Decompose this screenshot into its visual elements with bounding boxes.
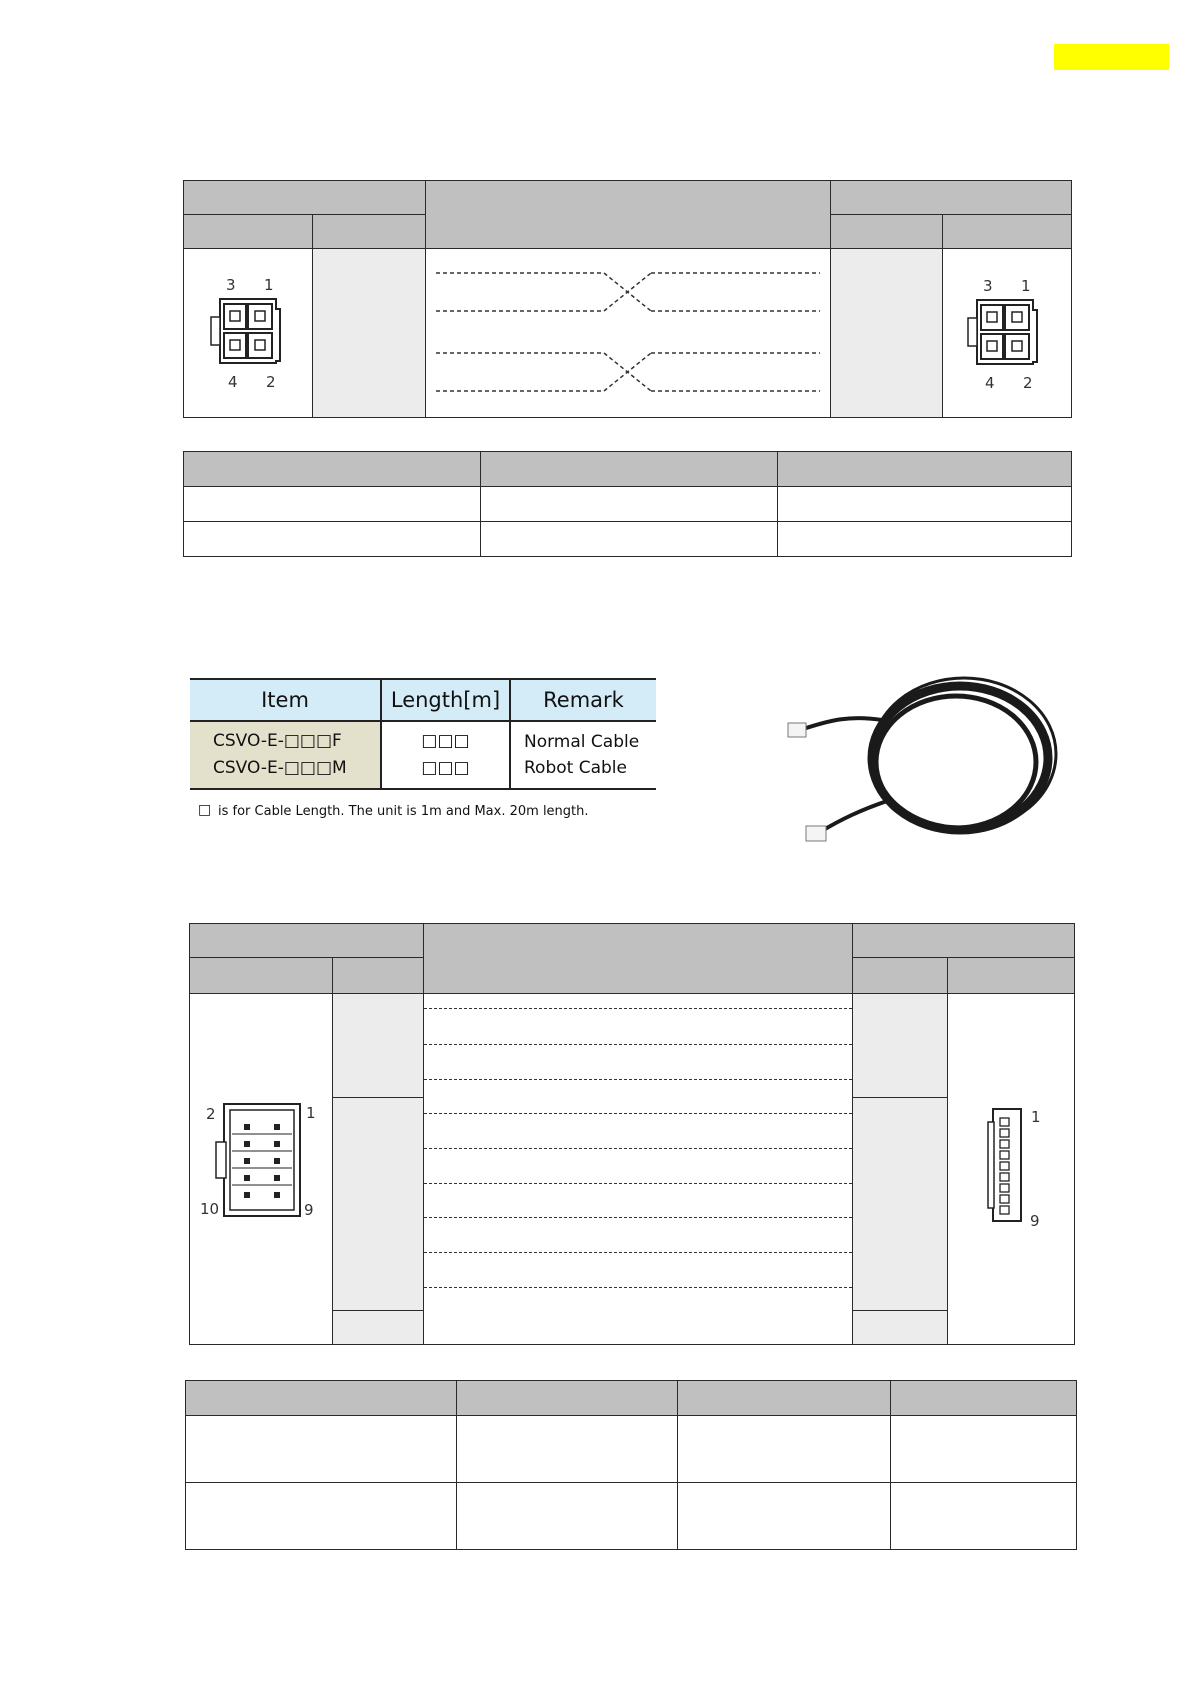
header-item: Item bbox=[261, 688, 309, 712]
right-pin-cell bbox=[830, 248, 943, 418]
left-connector-cell bbox=[189, 993, 333, 1345]
pin-label: 2 bbox=[1023, 374, 1033, 392]
spec-header-cell bbox=[777, 451, 1072, 487]
header-right-pin bbox=[830, 214, 943, 249]
pin-label: 10 bbox=[200, 1200, 220, 1218]
pin-label: 2 bbox=[266, 373, 276, 391]
header-wire bbox=[423, 923, 853, 994]
pin-label: 1 bbox=[1021, 277, 1031, 295]
spec-cell bbox=[480, 486, 778, 522]
pin-label: 4 bbox=[228, 373, 238, 391]
wire-line bbox=[424, 1044, 852, 1045]
header-left-group bbox=[189, 923, 424, 958]
footnote-symbol: □ bbox=[198, 802, 212, 818]
cable-photo-icon bbox=[770, 660, 1070, 860]
header-right-group bbox=[830, 180, 1072, 215]
header-left-pin bbox=[312, 214, 426, 249]
spec-cell bbox=[777, 486, 1072, 522]
footnote: is for Cable Length. The unit is 1m and Max. 20m length. bbox=[218, 804, 589, 819]
spec-header-cell bbox=[890, 1380, 1077, 1416]
wire-line bbox=[424, 1008, 852, 1009]
pin-label: 1 bbox=[264, 276, 274, 294]
item-code: CSVO-E-□□□M bbox=[213, 758, 347, 778]
pin-label: 3 bbox=[983, 277, 993, 295]
header-wire bbox=[425, 180, 831, 249]
item-length: □□□ bbox=[421, 758, 470, 778]
wire-cell bbox=[425, 248, 831, 418]
wire-line bbox=[424, 1217, 852, 1218]
spec-cell bbox=[185, 1415, 457, 1483]
header-length: Length[m] bbox=[390, 688, 501, 712]
crossover-wires-icon bbox=[426, 249, 830, 417]
wire-line bbox=[424, 1079, 852, 1080]
spec-header-cell bbox=[480, 451, 778, 487]
bottom-rule bbox=[190, 788, 656, 790]
left-connector-cell bbox=[183, 248, 313, 418]
left-pin-cell bbox=[332, 1310, 424, 1345]
pin-label: 1 bbox=[1031, 1108, 1041, 1126]
wire-line bbox=[424, 1252, 852, 1253]
spec-cell bbox=[456, 1482, 678, 1550]
header-remark: Remark bbox=[543, 688, 624, 712]
left-pin-cell bbox=[332, 993, 424, 1098]
right-pin-cell bbox=[852, 1310, 948, 1345]
item-remark: Normal Cable bbox=[524, 732, 640, 752]
pin-label: 9 bbox=[304, 1201, 314, 1219]
right-pin-cell bbox=[852, 993, 948, 1098]
right-pin-cell bbox=[852, 1097, 948, 1311]
right-connector-cell bbox=[942, 248, 1072, 418]
header-right-connector bbox=[947, 957, 1075, 994]
connector-10pin-left-icon bbox=[190, 994, 332, 1344]
header-right-group bbox=[852, 923, 1075, 958]
wire-line bbox=[424, 1113, 852, 1114]
spec-header-cell bbox=[677, 1380, 891, 1416]
item-remark: Robot Cable bbox=[524, 758, 627, 778]
right-connector-cell bbox=[947, 993, 1075, 1345]
pin-label: 9 bbox=[1030, 1212, 1040, 1230]
spec-cell bbox=[890, 1415, 1077, 1483]
connector-4pin-left-icon bbox=[184, 249, 312, 417]
spec-cell bbox=[183, 486, 481, 522]
connector-9pin-right-icon bbox=[948, 994, 1074, 1344]
wire-line bbox=[424, 1148, 852, 1149]
header-left-pin bbox=[332, 957, 424, 994]
wire-cell bbox=[423, 993, 853, 1345]
spec-header-cell bbox=[456, 1380, 678, 1416]
header-right-pin bbox=[852, 957, 948, 994]
spec-cell bbox=[183, 521, 481, 557]
pin-label: 1 bbox=[306, 1104, 316, 1122]
spec-cell bbox=[777, 521, 1072, 557]
left-pin-cell bbox=[332, 1097, 424, 1311]
left-pin-cell bbox=[312, 248, 426, 418]
spec-header-cell bbox=[185, 1380, 457, 1416]
spec-cell bbox=[185, 1482, 457, 1550]
header-left-connector bbox=[183, 214, 313, 249]
spec-cell bbox=[677, 1482, 891, 1550]
spec-cell bbox=[890, 1482, 1077, 1550]
spec-cell bbox=[456, 1415, 678, 1483]
spec-header-cell bbox=[183, 451, 481, 487]
highlight-marker bbox=[1054, 44, 1169, 70]
connector-4pin-right-icon bbox=[943, 249, 1071, 417]
wire-line bbox=[424, 1183, 852, 1184]
pin-label: 2 bbox=[206, 1105, 216, 1123]
header-right-connector bbox=[942, 214, 1072, 249]
pin-label: 4 bbox=[985, 374, 995, 392]
wire-line bbox=[424, 1287, 852, 1288]
spec-cell bbox=[480, 521, 778, 557]
spec-cell bbox=[677, 1415, 891, 1483]
pin-label: 3 bbox=[226, 276, 236, 294]
header-left-group bbox=[183, 180, 426, 215]
header-left-connector bbox=[189, 957, 333, 994]
item-length: □□□ bbox=[421, 731, 470, 751]
item-code: CSVO-E-□□□F bbox=[213, 731, 342, 751]
